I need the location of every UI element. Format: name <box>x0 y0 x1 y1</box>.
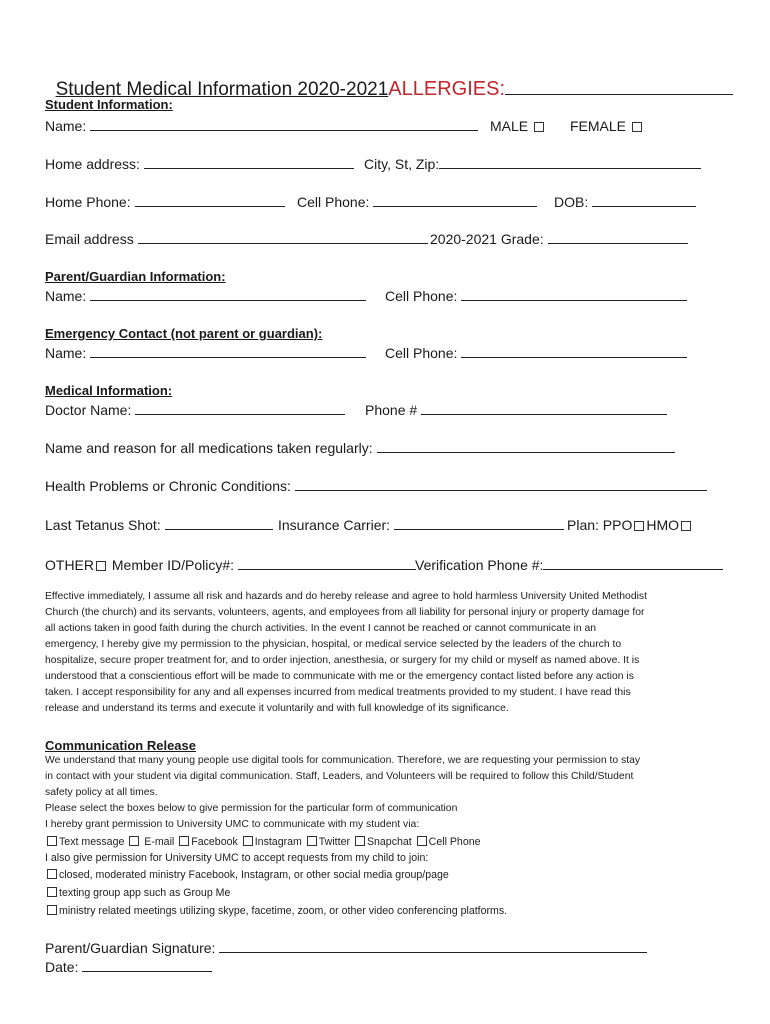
parent-info-header: Parent/Guardian Information: <box>45 269 226 284</box>
hmo-label: HMO <box>646 517 680 533</box>
member-label: Member ID/Policy#: <box>111 557 235 573</box>
parent-cell-label: Cell Phone: <box>385 288 458 304</box>
signature-label: Parent/Guardian Signature: <box>45 940 216 956</box>
communication-line: Please select the boxes below to give permission for the particular form of communication <box>45 803 458 814</box>
home-address-label: Home address: <box>45 156 140 172</box>
option-label: Cell Phone <box>428 836 481 848</box>
option-label: Instagram <box>254 836 302 848</box>
male-option <box>490 117 546 135</box>
health-row <box>45 477 707 495</box>
parent-cell-field[interactable] <box>461 289 687 301</box>
insurance-row <box>278 516 564 534</box>
join-option-facebook-group <box>45 867 449 883</box>
verification-label: Verification Phone #: <box>415 557 544 573</box>
communication-options <box>45 834 481 850</box>
emergency-name-row <box>45 344 366 362</box>
other-row <box>45 556 416 574</box>
release-line: Church (the church) and its servants, volunteers, agents, and employees from all liability for personal injury or property damage for <box>45 607 645 618</box>
plan-row <box>567 516 693 534</box>
female-option <box>570 117 644 135</box>
date-label: Date: <box>45 959 79 975</box>
facebook-checkbox[interactable] <box>179 836 189 846</box>
tetanus-label: Last Tetanus Shot: <box>45 517 161 533</box>
medical-info-header: Medical Information: <box>45 383 173 398</box>
health-field[interactable] <box>295 479 707 491</box>
communication-line: I hereby grant permission to University UMC to communicate with my student via: <box>45 819 420 830</box>
tetanus-row <box>45 516 273 534</box>
emergency-cell-label: Cell Phone: <box>385 345 458 361</box>
signature-row <box>45 939 647 957</box>
option-label: Twitter <box>318 836 350 848</box>
cell-phone-checkbox[interactable] <box>417 836 427 846</box>
student-cell-field[interactable] <box>373 195 537 207</box>
insurance-label: Insurance Carrier: <box>278 517 391 533</box>
group-me-checkbox[interactable] <box>47 887 57 897</box>
home-address-field[interactable] <box>144 157 354 169</box>
release-line: release and understand its terms and execute it voluntarily and with full knowledge of its significance. <box>45 703 509 714</box>
doctor-phone-label: Phone # <box>365 402 418 418</box>
dob-label: DOB: <box>554 194 589 210</box>
emergency-name-field[interactable] <box>90 346 366 358</box>
city-field[interactable] <box>439 157 701 169</box>
grade-row <box>430 230 688 248</box>
dob-row <box>554 193 696 211</box>
join-option-group-me <box>45 885 230 901</box>
insurance-field[interactable] <box>394 518 564 530</box>
medications-field[interactable] <box>377 441 675 453</box>
hmo-checkbox[interactable] <box>681 521 691 531</box>
female-label: FEMALE <box>570 118 627 134</box>
home-phone-label: Home Phone: <box>45 194 131 210</box>
allergies-field[interactable] <box>505 79 733 95</box>
student-name-label: Name: <box>45 118 87 134</box>
medications-label: Name and reason for all medications taken regularly: <box>45 440 373 456</box>
other-label: OTHER <box>45 557 94 573</box>
text-message-checkbox[interactable] <box>47 836 57 846</box>
doctor-label: Doctor Name: <box>45 402 132 418</box>
doctor-phone-row <box>365 401 667 419</box>
communication-line: safety policy at all times. <box>45 787 158 798</box>
date-row <box>45 958 212 976</box>
join-option-label: ministry related meetings utilizing skype, facetime, zoom, or other video conferencing platforms. <box>59 905 508 917</box>
liability-release-text <box>45 589 725 717</box>
emergency-cell-field[interactable] <box>461 346 687 358</box>
join-line: I also give permission for University UMC to accept requests from my child to join: <box>45 852 429 864</box>
emergency-name-label: Name: <box>45 345 87 361</box>
emergency-cell-row <box>385 344 687 362</box>
date-field[interactable] <box>82 960 212 972</box>
email-label: Email address <box>45 231 134 247</box>
student-info-header: Student Information: <box>45 97 173 112</box>
instagram-checkbox[interactable] <box>243 836 253 846</box>
city-row <box>364 155 701 173</box>
join-option-label: closed, moderated ministry Facebook, Instagram, or other social media group/page <box>59 869 449 881</box>
communication-intro <box>45 753 725 833</box>
female-checkbox[interactable] <box>632 122 642 132</box>
home-phone-row <box>45 193 285 211</box>
email-checkbox[interactable] <box>129 836 139 846</box>
plan-label: Plan: PPO <box>567 517 633 533</box>
email-row <box>45 230 428 248</box>
release-line: all actions taken in good faith during the church activities. In the event I cannot be reached or cannot communicate in an <box>45 623 597 634</box>
option-label: Snapchat <box>366 836 412 848</box>
communication-line: We understand that many young people use digital tools for communication. Therefore, we are requesting your permission to stay <box>45 755 641 766</box>
signature-field[interactable] <box>219 941 647 953</box>
parent-name-label: Name: <box>45 288 87 304</box>
option-label: E-mail <box>144 836 175 848</box>
other-checkbox[interactable] <box>96 561 106 571</box>
parent-cell-row <box>385 287 687 305</box>
home-phone-field[interactable] <box>135 195 285 207</box>
release-line: hospitalize, secure proper treatment for, and to order injection, anesthesia, or surgery for my child or myself as named above. It is <box>45 655 640 666</box>
doctor-row <box>45 401 345 419</box>
dob-field[interactable] <box>592 195 696 207</box>
communication-line: in contact with your student via digital communication. Staff, Leaders, and Volunteers will be required to follow this Child/Student <box>45 771 634 782</box>
city-label: City, St, Zip: <box>364 156 440 172</box>
member-field[interactable] <box>238 558 416 570</box>
release-line: understood that a conscientious effort will be made to communicate with me or the emergency contact listed before any action is <box>45 671 634 682</box>
parent-name-row <box>45 287 366 305</box>
verification-field[interactable] <box>543 558 723 570</box>
option-label: Facebook <box>191 836 238 848</box>
verification-row <box>415 556 723 574</box>
snapchat-checkbox[interactable] <box>355 836 365 846</box>
release-line: taken. I accept responsibility for any and all expenses incurred from medical treatments provided to my student. I have read this <box>45 687 631 698</box>
option-label: Text message <box>59 836 125 848</box>
parent-name-field[interactable] <box>90 289 366 301</box>
student-name-row <box>45 117 478 135</box>
join-option-video <box>45 903 507 919</box>
grade-field[interactable] <box>548 232 688 244</box>
page-title: Student Medical Information 2020-2021 <box>55 79 389 100</box>
twitter-checkbox[interactable] <box>307 836 317 846</box>
emergency-contact-header: Emergency Contact (not parent or guardian): <box>45 326 323 341</box>
allergies-label: ALLERGIES: <box>388 78 505 100</box>
student-cell-label: Cell Phone: <box>297 194 370 210</box>
join-option-label: texting group app such as Group Me <box>59 887 231 899</box>
student-cell-row <box>297 193 537 211</box>
male-checkbox[interactable] <box>534 122 544 132</box>
male-label: MALE <box>490 118 529 134</box>
group-page-checkbox[interactable] <box>47 869 57 879</box>
tetanus-field[interactable] <box>165 518 273 530</box>
doctor-phone-field[interactable] <box>421 403 667 415</box>
release-line: emergency, I hereby give my permission to the physician, hospital, or medical service selected by the leaders of the church to <box>45 639 622 650</box>
student-name-field[interactable] <box>90 119 478 131</box>
home-address-row <box>45 155 354 173</box>
communication-release-header: Communication Release <box>45 738 196 753</box>
doctor-field[interactable] <box>135 403 345 415</box>
grade-label: 2020-2021 Grade: <box>430 231 544 247</box>
release-line: Effective immediately, I assume all risk and hazards and do hereby release and agree to hold harmless University United Methodist <box>45 591 647 602</box>
medications-row <box>45 439 675 457</box>
health-label: Health Problems or Chronic Conditions: <box>45 478 291 494</box>
video-conference-checkbox[interactable] <box>47 905 57 915</box>
ppo-checkbox[interactable] <box>634 521 644 531</box>
email-field[interactable] <box>138 232 428 244</box>
